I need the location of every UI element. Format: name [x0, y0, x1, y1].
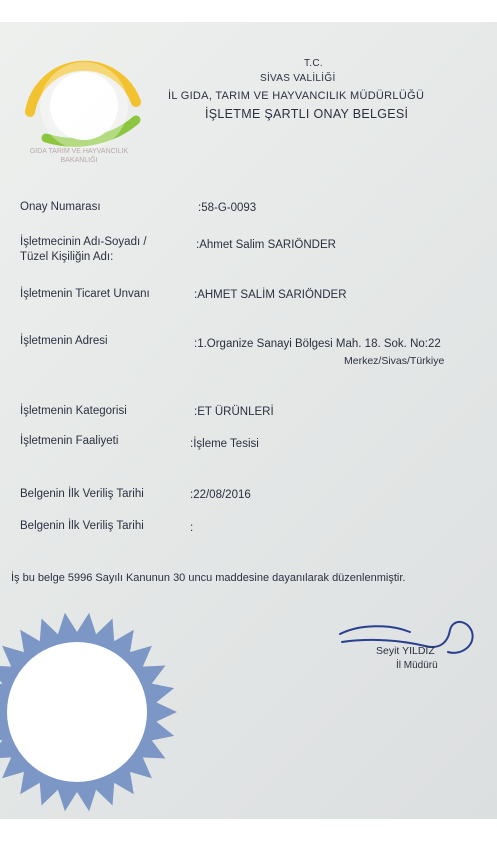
field-value-address: :1.Organize Sanayi Bölgesi Mah. 18. Sok. No:22	[194, 338, 441, 350]
field-value-issue-date-2: :	[190, 522, 194, 534]
field-value-address-city: Merkez/Sivas/Türkiye	[344, 355, 445, 367]
field-value-approval-number: :58-G-0093	[198, 202, 257, 214]
official-seal	[0, 592, 182, 819]
field-label-issue-date: Belgenin İlk Veriliş Tarihi	[20, 488, 144, 500]
field-label-category: İşletmenin Kategorisi	[20, 405, 127, 417]
field-value-operator-name: :Ahmet Salim SARIÖNDER	[196, 239, 336, 251]
field-label-activity: İşletmenin Faaliyeti	[20, 435, 119, 447]
logo-caption-line2: BAKANLIĞI	[60, 157, 98, 164]
signatory-title: İl Müdürü	[396, 660, 438, 671]
header-governorship: SİVAS VALİLİĞİ	[260, 73, 336, 84]
logo-caption-line1: GIDA TARIM VE HAYVANCILIK	[29, 148, 129, 155]
field-label-address: İşletmenin Adresi	[20, 335, 108, 347]
certificate-paper	[0, 22, 497, 819]
field-label-legal-entity: Tüzel Kişiliğin Adı:	[20, 251, 114, 263]
header-directorate: İL GIDA, TARIM VE HAYVANCILIK MÜDÜRLÜĞÜ	[168, 90, 425, 102]
field-label-approval-number: Onay Numarası	[20, 201, 101, 213]
field-value-issue-date: :22/08/2016	[190, 489, 251, 501]
signatory-name: Seyit YILDIZ	[376, 645, 435, 657]
document-title: İŞLETME ŞARTLI ONAY BELGESİ	[205, 107, 409, 121]
field-value-activity: :İşleme Tesisi	[190, 438, 259, 450]
field-value-trade-name: :AHMET SALİM SARIÖNDER	[194, 289, 347, 301]
legal-statement: İş bu belge 5996 Sayılı Kanunun 30 uncu maddesine dayanılarak düzenlenmiştir.	[11, 572, 406, 584]
field-label-trade-name: İşletmenin Ticaret Unvanı	[20, 288, 150, 300]
field-label-operator-name: İşletmecinin Adı-Soyadı /	[20, 236, 147, 248]
header-country: T.C.	[304, 58, 323, 69]
field-label-issue-date-2: Belgenin İlk Veriliş Tarihi	[20, 520, 144, 532]
ministry-logo	[18, 40, 148, 150]
field-value-category: :ET ÜRÜNLERİ	[194, 406, 274, 418]
